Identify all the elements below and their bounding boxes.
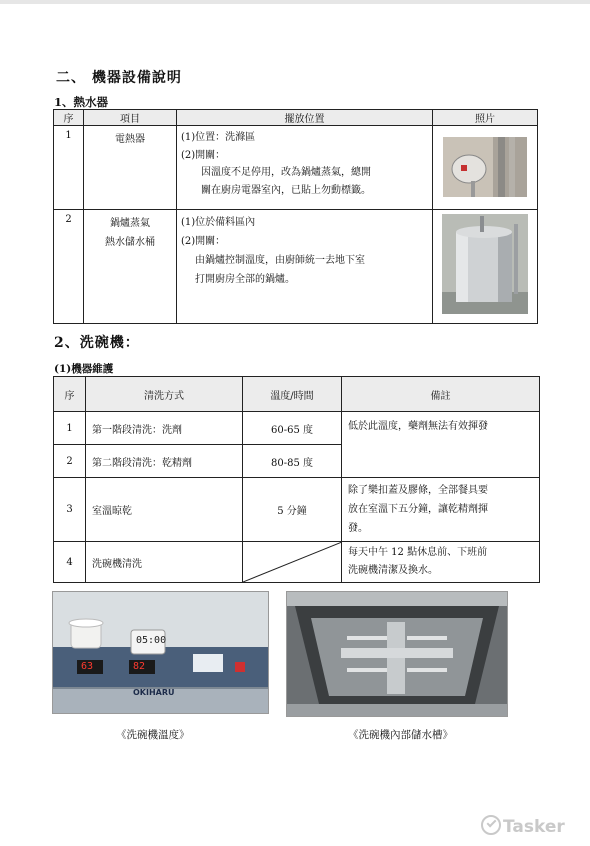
row-method: 第二階段清洗：乾精劑	[86, 445, 243, 478]
water-heater-table	[53, 109, 538, 324]
caption-dishwasher-temperature: 《洗碗機溫度》	[116, 729, 190, 741]
caption-dishwasher-tank: 《洗碗機內部儲水槽》	[348, 729, 453, 741]
row-item: 電熱器	[84, 126, 177, 210]
dishwasher-subtitle: (1)機器維護	[54, 363, 114, 375]
header-no: 序	[54, 377, 86, 412]
temperature-display-left: 63	[81, 661, 94, 672]
row-method: 室溫晾乾	[86, 478, 243, 542]
header-method: 清洗方式	[86, 377, 243, 412]
row-item: 鍋爐蒸氣 熱水儲水桶	[84, 210, 177, 324]
row-temp: 80-85 度	[243, 445, 342, 478]
row-notes: 每天中午 12 點休息前、下班前 洗碗機清潔及換水。	[342, 542, 540, 583]
table-row	[54, 478, 540, 542]
row-temp: 60-65 度	[243, 412, 342, 445]
dishwasher-table	[53, 376, 540, 583]
dishwasher-tank-photo	[286, 591, 508, 717]
row-no: 1	[54, 126, 84, 210]
row-no: 2	[54, 445, 86, 478]
row-notes: 低於此溫度，藥劑無法有效揮發	[342, 412, 540, 478]
row-photo-cell	[433, 126, 538, 210]
timer-display: 05:00	[136, 635, 167, 646]
row-photo-cell	[433, 210, 538, 324]
header-location: 擺放位置	[177, 110, 433, 126]
table-row	[54, 210, 538, 324]
row-temp-empty	[243, 542, 342, 583]
header-photo: 照片	[433, 110, 538, 126]
boiler-tank-photo	[442, 214, 528, 314]
row-location: (1)位於備料區內 (2)開關： 由鍋爐控制溫度，由廚師統一去地下室 打開廚房全部的鍋爐。	[177, 210, 433, 324]
top-bar	[0, 0, 590, 4]
header-no: 序	[54, 110, 84, 126]
table-row	[54, 126, 538, 210]
diagonal-slash	[243, 542, 342, 582]
header-temp: 溫度/時間	[243, 377, 342, 412]
temperature-display-right: 82	[133, 661, 146, 672]
water-heater-photo	[443, 137, 527, 197]
row-temp: 5 分鐘	[243, 478, 342, 542]
row-no: 1	[54, 412, 86, 445]
row-method: 第一階段清洗：洗劑	[86, 412, 243, 445]
tasker-logo-icon	[481, 815, 501, 835]
header-notes: 備註	[342, 377, 540, 412]
header-item: 項目	[84, 110, 177, 126]
watermark-text: Tasker	[503, 817, 565, 837]
water-heater-title: 1、熱水器	[54, 95, 109, 109]
dishwasher-temperature-photo	[52, 591, 269, 714]
table-row	[54, 412, 540, 445]
row-notes: 除了樂扣蓋及膠條，全部餐具要 放在室溫下五分鐘，讓乾精劑揮 發。	[342, 478, 540, 542]
dishwasher-title: 2、洗碗機：	[54, 335, 140, 351]
brand-label: OKIHARU	[133, 688, 175, 697]
row-no: 3	[54, 478, 86, 542]
row-no: 2	[54, 210, 84, 324]
tasker-watermark	[481, 815, 565, 837]
row-no: 4	[54, 542, 86, 583]
section-title: 二、 機器設備說明	[56, 70, 182, 86]
row-location: (1)位置：洗滌區 (2)開關： 因溫度不足停用，改為鍋爐蒸氣，總開 關在廚房電器室內，已貼上勿動標籤。	[177, 126, 433, 210]
row-method: 洗碗機清洗	[86, 542, 243, 583]
table-header-row	[54, 377, 540, 412]
table-header-row	[54, 110, 538, 126]
tank-drawing	[287, 592, 507, 716]
table-row	[54, 542, 540, 583]
